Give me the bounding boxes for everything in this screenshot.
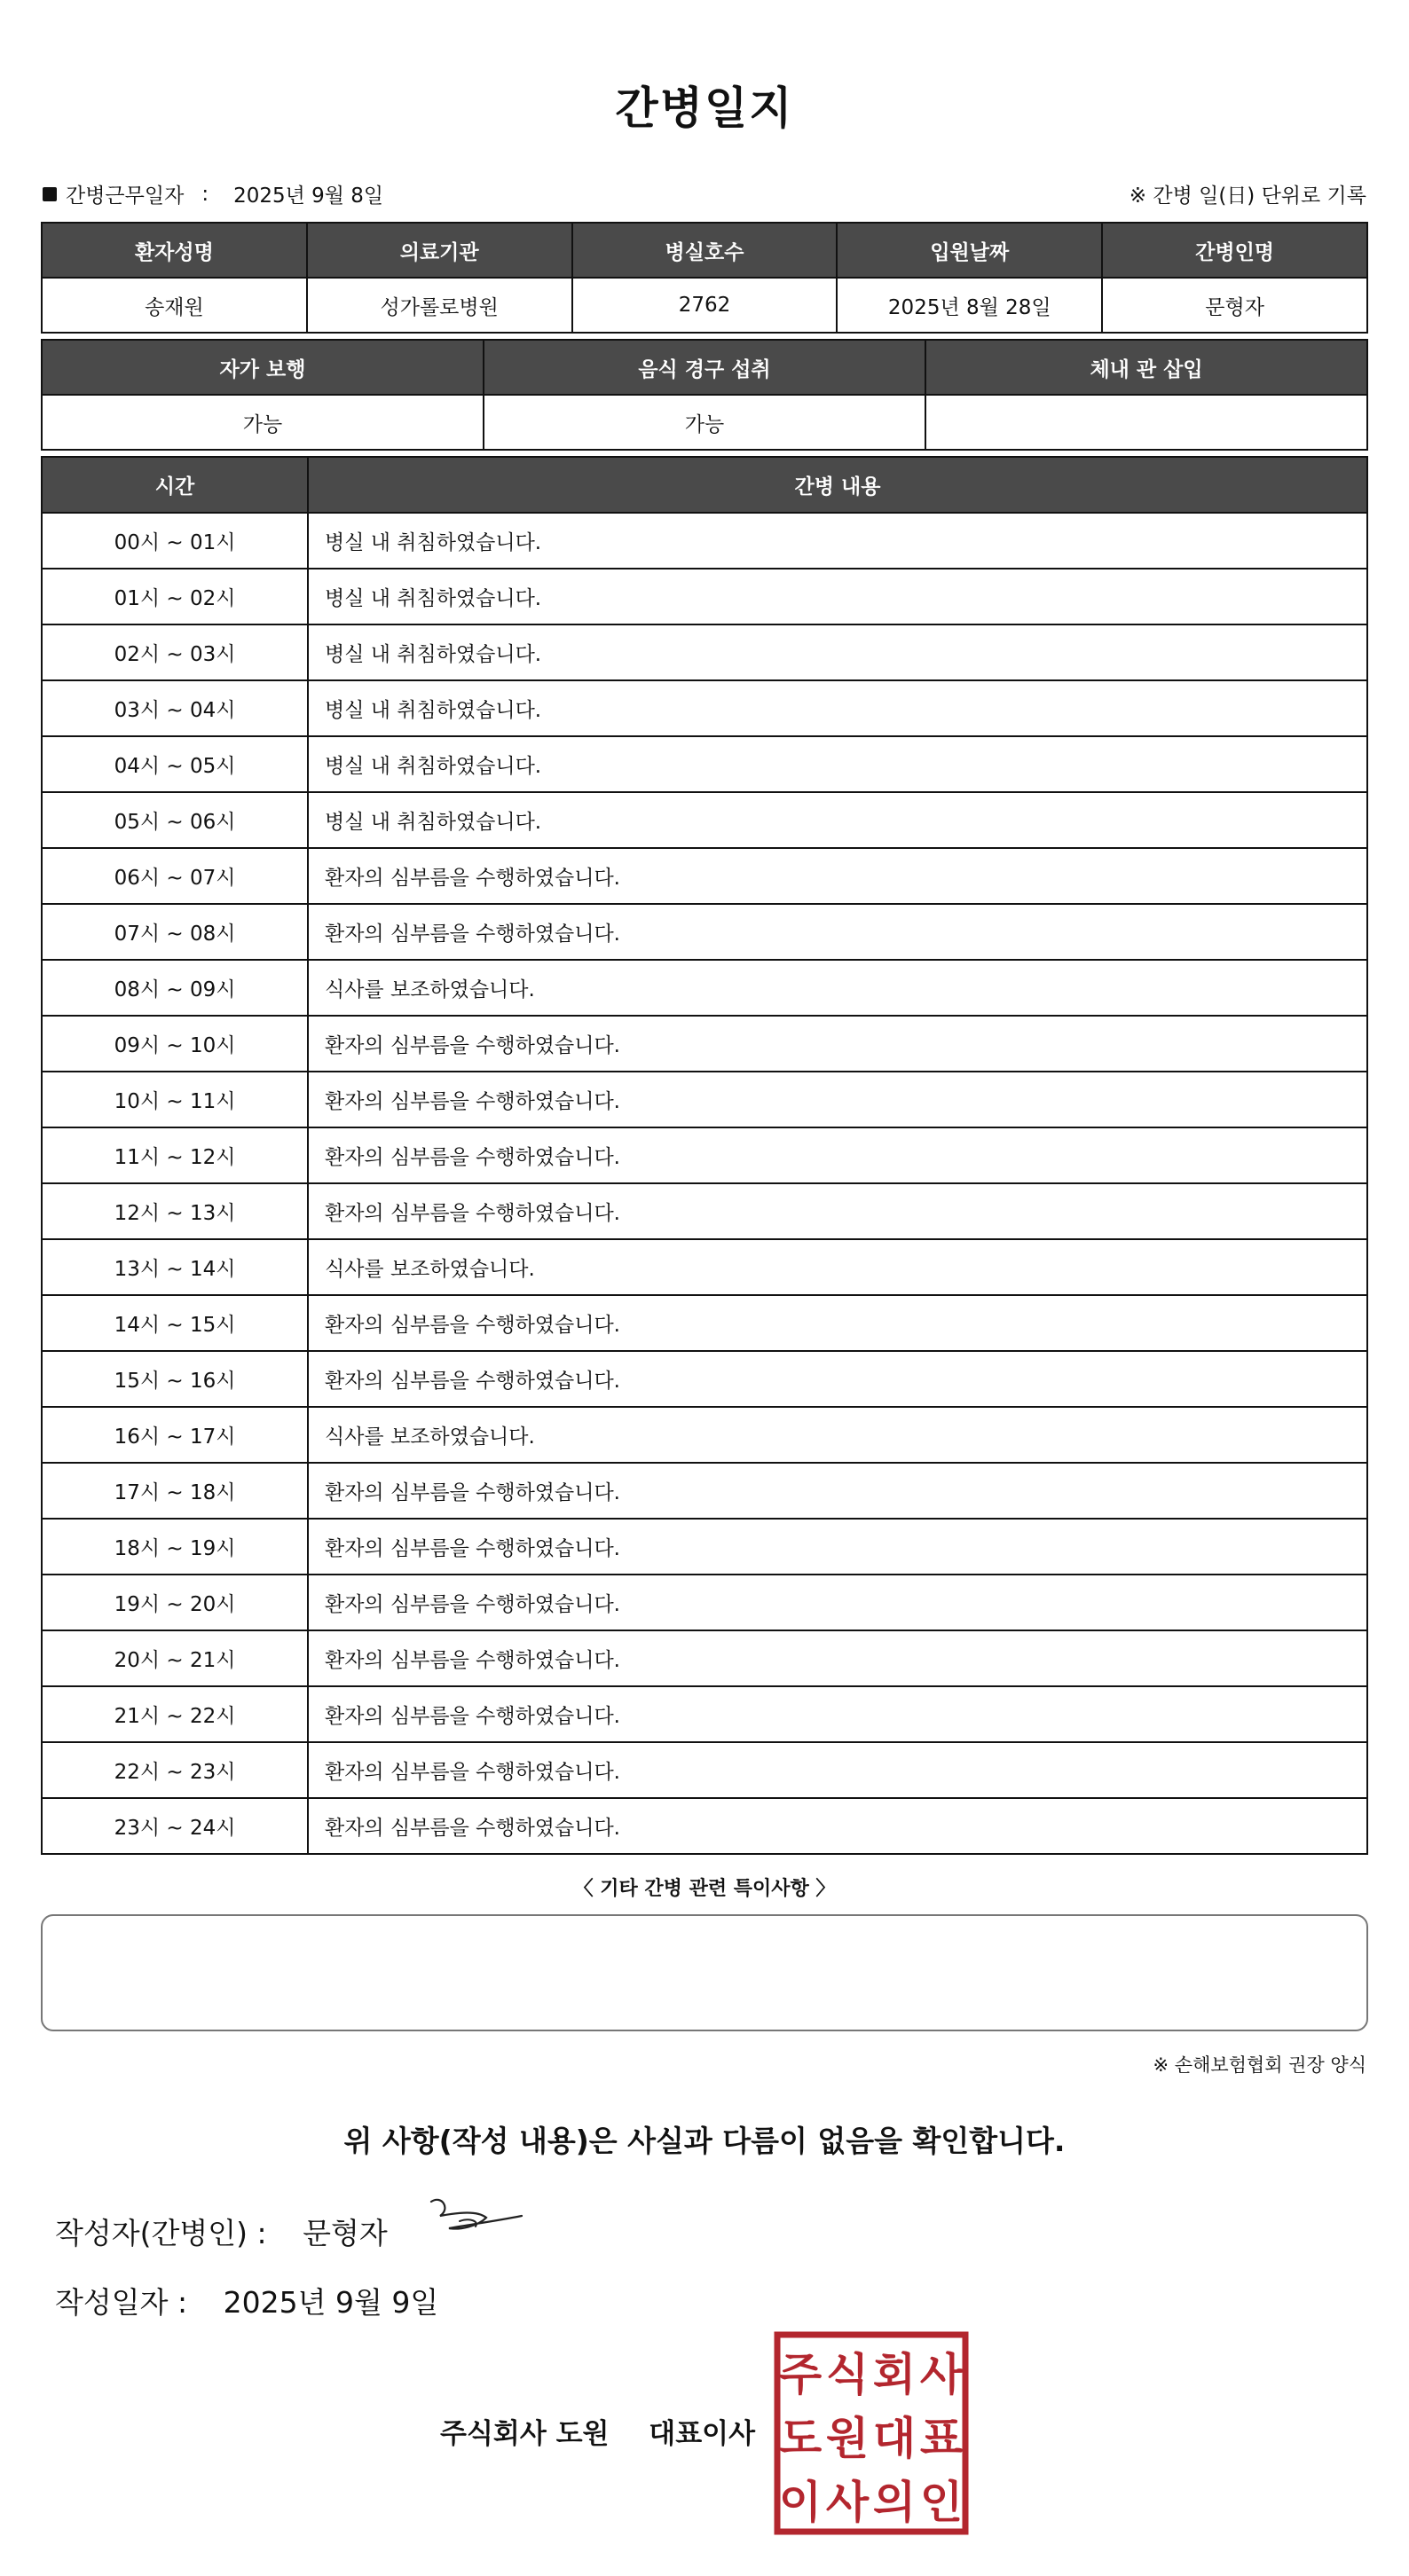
care-content: 병실 내 취침하였습니다. [308,792,1367,848]
care-time: 12시 ~ 13시 [42,1183,308,1239]
self-walking: 가능 [42,395,484,450]
care-time: 04시 ~ 05시 [42,736,308,792]
writer [55,2211,388,2252]
care-content: 병실 내 취침하였습니다. [308,680,1367,736]
work-date-colon: : [201,182,209,206]
work-date-value: 2025년 9월 8일 [233,185,384,208]
unit-note: ※ 간병 일(日) 단위로 기록 [1129,185,1366,208]
care-content: 환자의 심부름을 수행하였습니다. [308,1183,1367,1239]
care-time: 21시 ~ 22시 [42,1686,308,1742]
care-log-row [42,513,1367,569]
care-content: 병실 내 취침하였습니다. [308,624,1367,680]
seal-character: 인 [919,2477,964,2528]
care-log-row [42,1798,1367,1854]
oral-intake: 가능 [484,395,925,450]
header-self-walking: 자가 보행 [42,340,484,395]
care-log-row [42,1519,1367,1575]
care-log-row [42,1575,1367,1630]
company-name: 주식회사 도원 [440,2418,610,2450]
confirmation-statement: 위 사항(작성 내용)은 사실과 다름이 없음을 확인합니다. [343,2124,1066,2158]
care-time: 18시 ~ 19시 [42,1519,308,1575]
header-care-content: 간병 내용 [308,457,1367,513]
seal-character: 대 [872,2413,917,2464]
seal-character: 사 [919,2349,964,2400]
seal-character: 회 [872,2349,917,2400]
care-time: 09시 ~ 10시 [42,1016,308,1072]
care-content: 환자의 심부름을 수행하였습니다. [308,1798,1367,1854]
care-log-row [42,680,1367,736]
remarks-label: 〈 기타 간병 관련 특이사항 〉 [573,1878,836,1900]
care-log-row [42,1407,1367,1463]
care-log-row [42,624,1367,680]
care-log-row [42,1183,1367,1239]
care-content: 병실 내 취침하였습니다. [308,513,1367,569]
company-seal-stamp [774,2331,969,2535]
care-content: 환자의 심부름을 수행하였습니다. [308,1519,1367,1575]
room-number: 2762 [572,278,838,333]
care-time: 23시 ~ 24시 [42,1798,308,1854]
care-content: 환자의 심부름을 수행하였습니다. [308,1575,1367,1630]
header-room-number: 병실호수 [572,223,838,278]
care-log-row [42,1463,1367,1519]
writer-value: 문형자 [303,2216,388,2250]
care-time: 16시 ~ 17시 [42,1407,308,1463]
care-time: 03시 ~ 04시 [42,680,308,736]
work-date [43,179,383,208]
care-time: 06시 ~ 07시 [42,848,308,904]
care-log-row [42,960,1367,1016]
care-content: 식사를 보조하였습니다. [308,960,1367,1016]
company-line [440,2411,755,2451]
header-time: 시간 [42,457,308,513]
care-content: 환자의 심부름을 수행하였습니다. [308,1630,1367,1686]
tube-insertion [925,395,1367,450]
seal-character: 의 [872,2477,917,2528]
seal-character: 주 [778,2349,823,2400]
care-time: 11시 ~ 12시 [42,1127,308,1183]
care-log-row [42,904,1367,960]
care-content: 환자의 심부름을 수행하였습니다. [308,1016,1367,1072]
patient-info-table [41,222,1368,334]
care-content: 환자의 심부름을 수행하였습니다. [308,1351,1367,1407]
care-content: 환자의 심부름을 수행하였습니다. [308,904,1367,960]
admission-date: 2025년 8월 28일 [837,278,1102,333]
care-content: 식사를 보조하였습니다. [308,1239,1367,1295]
care-time: 15시 ~ 16시 [42,1351,308,1407]
care-time: 10시 ~ 11시 [42,1072,308,1127]
care-time: 02시 ~ 03시 [42,624,308,680]
seal-character: 식 [825,2349,870,2400]
header-hospital: 의료기관 [307,223,572,278]
care-content: 식사를 보조하였습니다. [308,1407,1367,1463]
header-patient-name: 환자성명 [42,223,307,278]
header-admission-date: 입원날짜 [837,223,1102,278]
care-time: 08시 ~ 09시 [42,960,308,1016]
header-oral-intake: 음식 경구 섭취 [484,340,925,395]
care-time: 00시 ~ 01시 [42,513,308,569]
care-log-row [42,1072,1367,1127]
remarks-box [41,1914,1368,2031]
care-content: 환자의 심부름을 수행하였습니다. [308,1742,1367,1798]
written-date-value: 2025년 9월 9일 [223,2285,439,2320]
care-log-row [42,1742,1367,1798]
care-log-row [42,1686,1367,1742]
care-log-table [41,456,1368,1855]
care-log-row [42,848,1367,904]
document-title: 간병일지 [615,82,794,134]
seal-character: 사 [825,2477,870,2528]
seal-character: 표 [919,2413,964,2464]
care-time: 01시 ~ 02시 [42,569,308,624]
header-caregiver-name: 간병인명 [1102,223,1367,278]
signature-image [424,2191,531,2253]
care-log-row [42,1016,1367,1072]
care-content: 병실 내 취침하였습니다. [308,736,1367,792]
care-content: 환자의 심부름을 수행하였습니다. [308,1072,1367,1127]
care-content: 환자의 심부름을 수행하였습니다. [308,848,1367,904]
care-log-row [42,736,1367,792]
bullet-square-icon [43,187,57,201]
form-note: ※ 손해보험협회 권장 양식 [1153,2054,1366,2076]
header-tube-insertion: 체내 관 삽입 [925,340,1367,395]
care-log-row [42,1351,1367,1407]
care-log-row [42,792,1367,848]
patient-name: 송재원 [42,278,307,333]
patient-status-table [41,339,1368,451]
care-content: 환자의 심부름을 수행하였습니다. [308,1463,1367,1519]
care-time: 13시 ~ 14시 [42,1239,308,1295]
care-time: 07시 ~ 08시 [42,904,308,960]
care-content: 환자의 심부름을 수행하였습니다. [308,1686,1367,1742]
seal-character: 이 [778,2477,823,2528]
care-log-row [42,1630,1367,1686]
caregiver-name: 문형자 [1102,278,1367,333]
seal-character: 도 [778,2413,823,2464]
care-time: 19시 ~ 20시 [42,1575,308,1630]
writer-label: 작성자(간병인) : [55,2216,267,2250]
care-content: 환자의 심부름을 수행하였습니다. [308,1295,1367,1351]
care-log-row [42,1295,1367,1351]
hospital: 성가롤로병원 [307,278,572,333]
written-date [55,2280,438,2321]
representative-title: 대표이사 [649,2418,756,2450]
work-date-label: 간병근무일자 [66,185,185,208]
care-time: 22시 ~ 23시 [42,1742,308,1798]
written-date-label: 작성일자 : [55,2285,188,2320]
care-time: 17시 ~ 18시 [42,1463,308,1519]
care-content: 환자의 심부름을 수행하였습니다. [308,1127,1367,1183]
care-time: 20시 ~ 21시 [42,1630,308,1686]
care-time: 05시 ~ 06시 [42,792,308,848]
care-log-row [42,569,1367,624]
care-log-row [42,1239,1367,1295]
seal-character: 원 [825,2413,870,2464]
care-content: 병실 내 취침하였습니다. [308,569,1367,624]
care-log-row [42,1127,1367,1183]
care-time: 14시 ~ 15시 [42,1295,308,1351]
